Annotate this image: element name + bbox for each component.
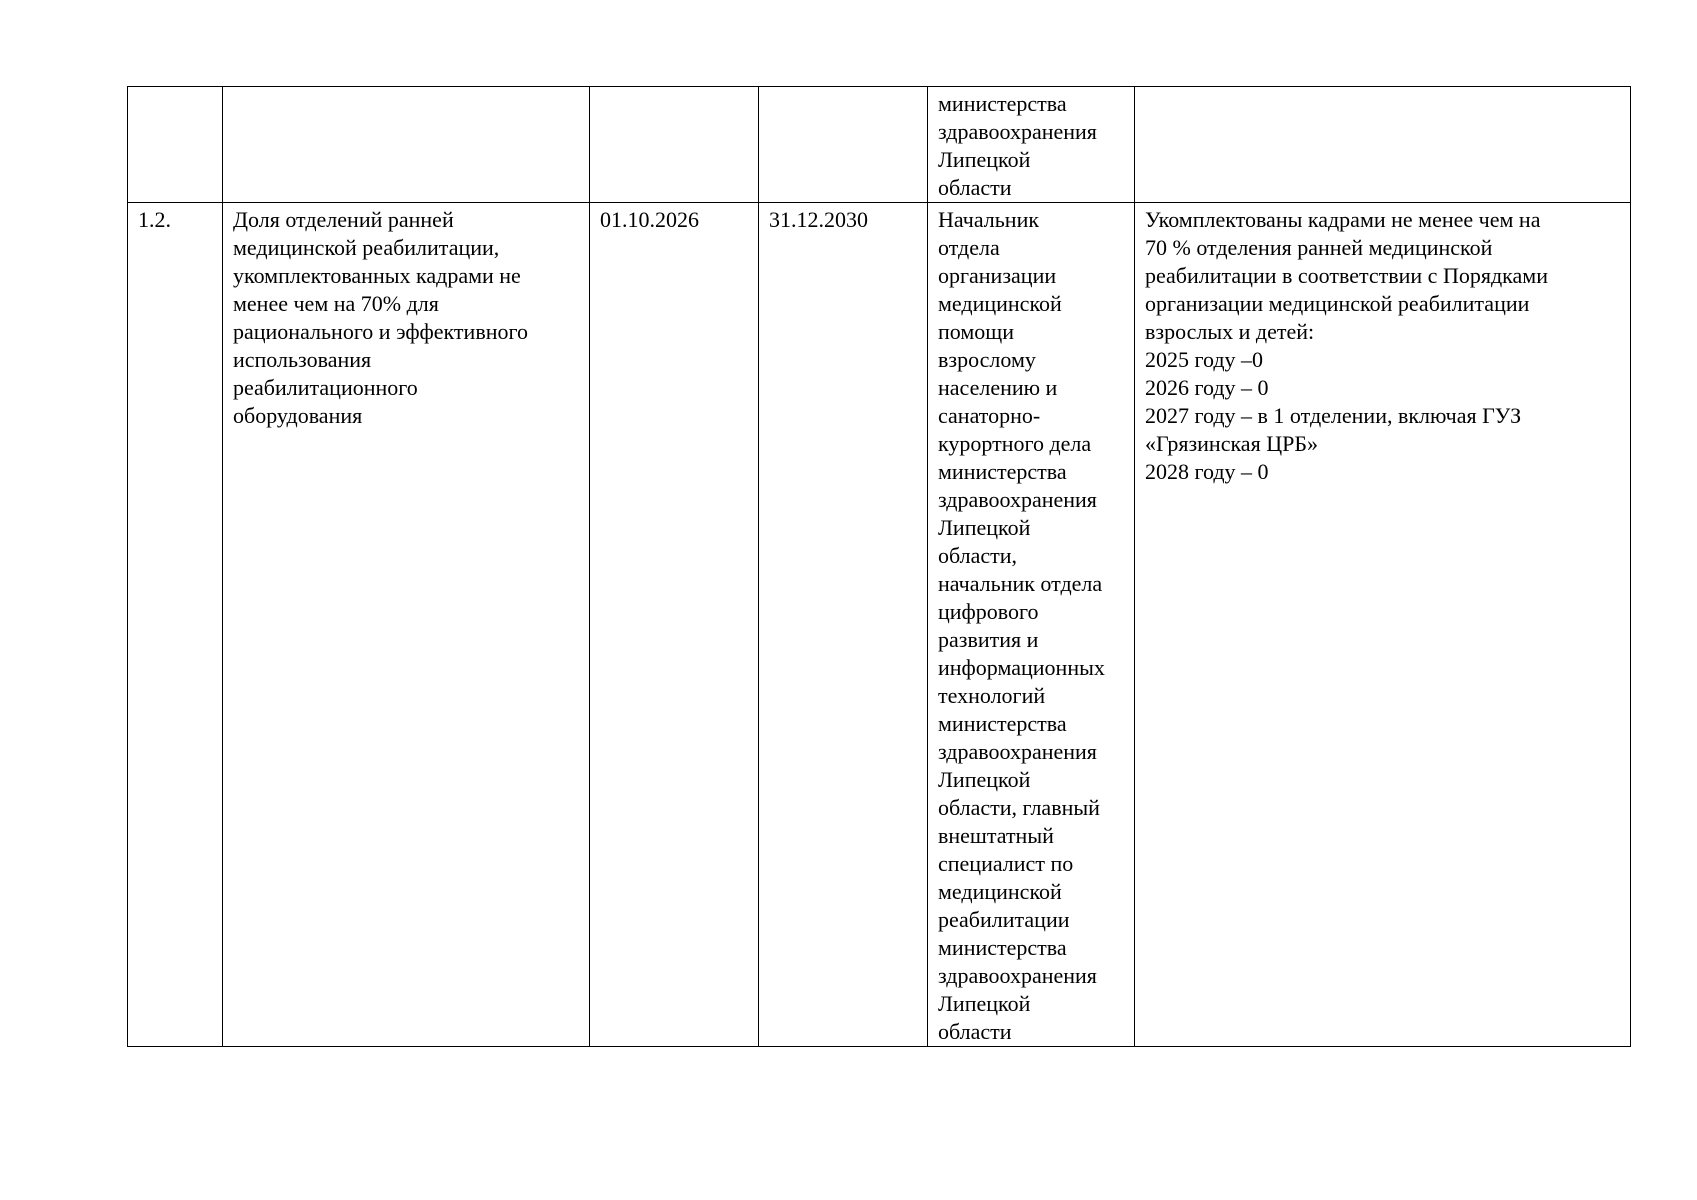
cell-responsible: Начальник отдела организации медицинской помощи взрослому населению и санаторно- курортного дела министерства здравоохранения Липецкой области, начальник отдела цифрового развития и информационных технологий министерства здравоохранения Липецкой области, главный внештатный специалист по медицинской реабилитации министерства здравоохранения Липецкой области [928, 203, 1135, 1047]
cell-end-date: 31.12.2030 [759, 203, 928, 1047]
cell-indicator [223, 87, 590, 203]
cell-responsible: министерства здравоохранения Липецкой области [928, 87, 1135, 203]
cell-indicator: Доля отделений ранней медицинской реабилитации, укомплектованных кадрами не менее чем на 70% для рационального и эффективного использования реабилитационного оборудования [223, 203, 590, 1047]
table-row [128, 203, 1631, 1047]
cell-start-date [590, 87, 759, 203]
cell-start-date: 01.10.2026 [590, 203, 759, 1047]
cell-result: Укомплектованы кадрами не менее чем на 70 % отделения ранней медицинской реабилитации в соответствии с Порядками организации медицинской реабилитации взрослых и детей: 2025 году –0 2026 году – 0 2027 году – в 1 отделении, включая ГУЗ «Грязинская ЦРБ» 2028 году – 0 [1135, 203, 1631, 1047]
activities-table [127, 86, 1631, 1047]
cell-number [128, 87, 223, 203]
table-row [128, 87, 1631, 203]
cell-end-date [759, 87, 928, 203]
cell-number: 1.2. [128, 203, 223, 1047]
cell-result [1135, 87, 1631, 203]
